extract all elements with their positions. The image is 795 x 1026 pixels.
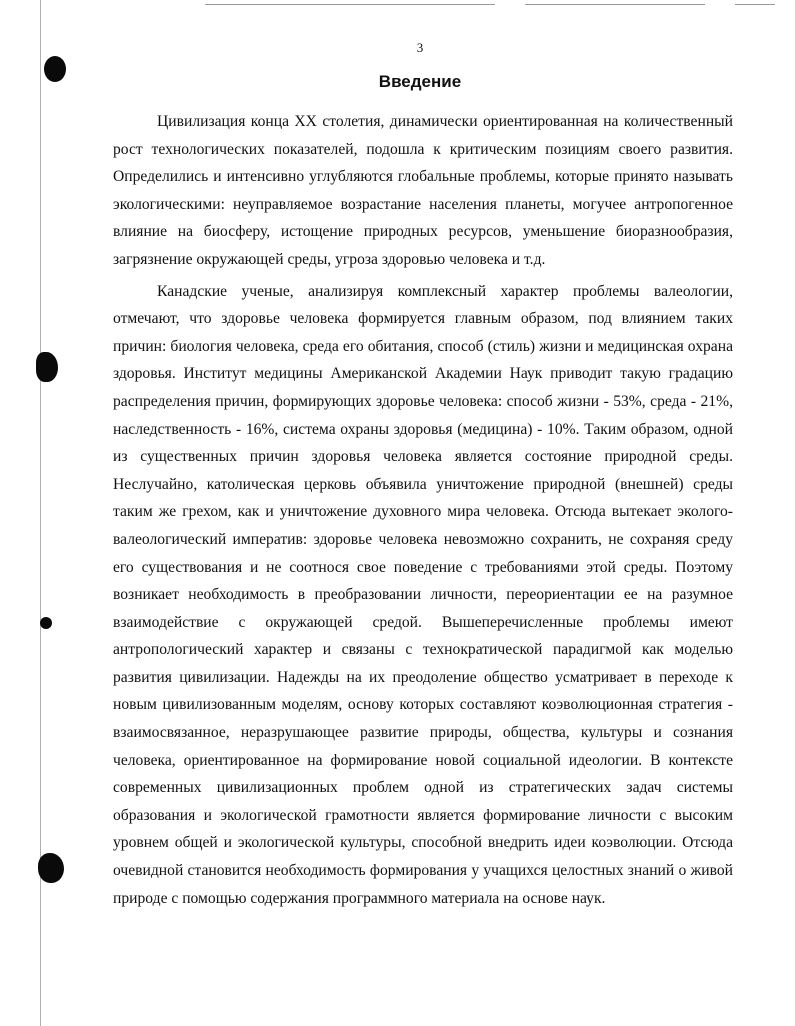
punch-hole-mark (36, 352, 58, 382)
paragraph-main: Канадские ученые, анализируя комплексный характер проблемы валеологии, отмечают, что здоровье человека формируется главным образом, под влиянием таких причин: биология человека, среда его обитания, способ (стиль) жизни и медицинская охрана здоровья. Институт медицины Американской Академии Наук приводит такую градацию распределения причин, формирующих здоровье человека: способ жизни - 53%, среда - 21%, наследственность - 16%, система охраны здоровья (медицина) - 10%. Таким образом, одной из существенных причин здоровья человека является состояние природной среды. Неслучайно, католическая церковь объявила уничтожение природной (внешней) среды таким же грехом, как и уничтожение духовного мира человека. Отсюда вытекает эколого-валеологический императив: здоровье человека невозможно сохранить, не сохраняя среду его существования и не соотнося свое поведение с требованиями этой среды. Поэтому возникает необходимость в преобразовании личности, переориентации ее на разумное взаимодействие с окружающей средой. Вышеперечисленные проблемы имеют антропологический характер и связаны с технократической парадигмой как моделью развития цивилизации. Надежды на их преодоление общество усматривает в переходе к новым цивилизованным моделям, основу которых составляют коэволюционная стратегия - взаимосвязанное, неразрушающее развитие природы, общества, культуры и сознания человека, ориентированное на формирование новой социальной идеологии. В контексте современных цивилизационных проблем одной из стратегических задач системы образования и экологической грамотности является формирование личности с высоким уровнем общей и экологической культуры, способной внедрить идеи коэволюции. Отсюда очевидной становится необходимость формирования у учащихся целостных знаний о живой природе с помощью содержания программного материала на основе наук. (113, 282, 733, 907)
scan-top-line (525, 4, 705, 5)
scan-top-line (735, 4, 775, 5)
punch-hole-mark (40, 617, 52, 629)
punch-hole-mark (38, 853, 64, 883)
page-title: Введение (378, 72, 462, 91)
scan-top-line (205, 4, 495, 5)
paragraph-intro: Цивилизация конца XX столетия, динамически ориентированная на количественный рост технологических показателей, подошла к критическим позициям своего развития. Определились и интенсивно углубляются глобальные проблемы, которые принято называть экологическими: неуправляемое возрастание населения планеты, могучее антропогенное влияние на биосферу, истощение природных ресурсов, уменьшение биоразнообразия, загрязнение окружающей среды, угроза здоровью человека и т.д. (113, 113, 733, 268)
document-body (113, 108, 733, 912)
page-number: 3 (416, 40, 424, 55)
